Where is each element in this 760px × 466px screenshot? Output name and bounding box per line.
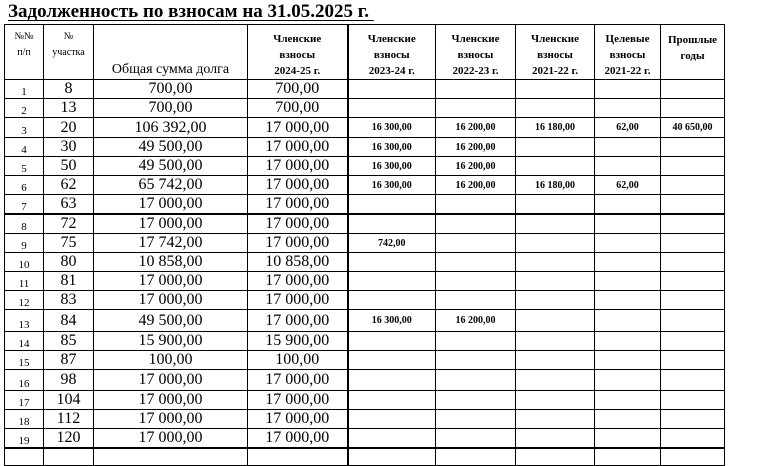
header-label: 2021-22 г.: [604, 65, 651, 77]
table-row: [5, 351, 725, 370]
cell-total-debt: [94, 448, 248, 465]
cell-dues-2021-22: [516, 253, 595, 272]
cell-target-dues: [595, 157, 661, 176]
cell-dues-2021-22: [516, 429, 595, 449]
cell-dues-2021-22: [516, 351, 595, 370]
cell-dues-2023-24: [348, 391, 436, 410]
cell-past-years: [661, 272, 725, 291]
cell-lot-number: 84: [44, 310, 94, 332]
header-dues-2022-23: [436, 25, 516, 80]
table-row: [5, 99, 725, 118]
cell-dues-2021-22: [516, 391, 595, 410]
cell-lot-number: 20: [44, 118, 94, 138]
header-dues-2024-25: [248, 25, 348, 80]
table-row: [5, 448, 725, 465]
cell-row-number: 7: [5, 195, 44, 215]
cell-dues-2024-25: [248, 448, 348, 465]
cell-dues-2024-25: 10 858,00: [248, 253, 348, 272]
cell-dues-2024-25: 17 000,00: [248, 410, 348, 429]
cell-past-years: [661, 429, 725, 449]
cell-dues-2023-24: 16 300,00: [348, 118, 436, 138]
table-row: [5, 370, 725, 391]
cell-past-years: [661, 253, 725, 272]
cell-row-number: 1: [5, 80, 44, 99]
cell-dues-2022-23: [436, 99, 516, 118]
table-row: [5, 138, 725, 157]
cell-dues-2021-22: 16 180,00: [516, 176, 595, 195]
cell-lot-number: 112: [44, 410, 94, 429]
cell-dues-2024-25: 17 000,00: [248, 118, 348, 138]
cell-dues-2024-25: 15 900,00: [248, 332, 348, 351]
cell-past-years: [661, 370, 725, 391]
header-target-dues-2021-22: [595, 25, 661, 80]
cell-past-years: 40 650,00: [661, 118, 725, 138]
cell-target-dues: 62,00: [595, 118, 661, 138]
cell-dues-2022-23: [436, 253, 516, 272]
cell-dues-2021-22: [516, 157, 595, 176]
cell-row-number: 17: [5, 391, 44, 410]
cell-row-number: 14: [5, 332, 44, 351]
header-label: Членские: [531, 33, 579, 45]
cell-lot-number: 98: [44, 370, 94, 391]
cell-row-number: 12: [5, 291, 44, 310]
cell-row-number: 15: [5, 351, 44, 370]
cell-total-debt: 17 000,00: [94, 391, 248, 410]
cell-dues-2023-24: 16 300,00: [348, 157, 436, 176]
table-row: [5, 157, 725, 176]
cell-dues-2021-22: [516, 448, 595, 465]
cell-target-dues: [595, 429, 661, 449]
cell-dues-2022-23: [436, 370, 516, 391]
cell-lot-number: [44, 448, 94, 465]
header-past-years: [661, 25, 725, 80]
cell-past-years: [661, 214, 725, 234]
cell-dues-2021-22: [516, 370, 595, 391]
cell-past-years: [661, 291, 725, 310]
cell-lot-number: 13: [44, 99, 94, 118]
cell-row-number: 3: [5, 118, 44, 138]
cell-dues-2021-22: [516, 410, 595, 429]
header-row: [5, 25, 725, 80]
cell-dues-2021-22: [516, 332, 595, 351]
cell-total-debt: 17 000,00: [94, 370, 248, 391]
cell-target-dues: [595, 80, 661, 99]
cell-past-years: [661, 195, 725, 215]
cell-dues-2022-23: 16 200,00: [436, 138, 516, 157]
header-label: Членские: [367, 33, 416, 45]
cell-past-years: [661, 234, 725, 253]
cell-dues-2022-23: 16 200,00: [436, 118, 516, 138]
cell-total-debt: 10 858,00: [94, 253, 248, 272]
cell-dues-2021-22: [516, 138, 595, 157]
cell-dues-2021-22: [516, 195, 595, 215]
cell-dues-2021-22: 16 180,00: [516, 118, 595, 138]
cell-dues-2024-25: 17 000,00: [248, 291, 348, 310]
header-label: №: [63, 31, 74, 42]
cell-past-years: [661, 176, 725, 195]
cell-total-debt: 700,00: [94, 99, 248, 118]
cell-dues-2024-25: 100,00: [248, 351, 348, 370]
header-label: Целевые: [605, 33, 650, 45]
document-title: Задолженность по взносам на 31.05.2025 г.: [8, 1, 374, 22]
cell-past-years: [661, 351, 725, 370]
header-label: участка: [52, 47, 85, 58]
cell-row-number: 8: [5, 214, 44, 234]
cell-dues-2023-24: [348, 370, 436, 391]
cell-total-debt: 65 742,00: [94, 176, 248, 195]
cell-total-debt: 17 000,00: [94, 429, 248, 449]
cell-target-dues: [595, 448, 661, 465]
cell-dues-2024-25: 17 000,00: [248, 310, 348, 332]
cell-row-number: 16: [5, 370, 44, 391]
cell-dues-2022-23: [436, 351, 516, 370]
cell-dues-2024-25: 17 000,00: [248, 429, 348, 449]
cell-lot-number: 83: [44, 291, 94, 310]
cell-dues-2023-24: [348, 272, 436, 291]
cell-target-dues: [595, 272, 661, 291]
cell-dues-2024-25: 17 000,00: [248, 370, 348, 391]
cell-target-dues: [595, 370, 661, 391]
cell-total-debt: 106 392,00: [94, 118, 248, 138]
table-row: [5, 118, 725, 138]
cell-row-number: 11: [5, 272, 44, 291]
header-label: 2022-23 г.: [452, 65, 499, 77]
cell-dues-2024-25: 17 000,00: [248, 176, 348, 195]
cell-dues-2021-22: [516, 80, 595, 99]
cell-total-debt: 17 000,00: [94, 291, 248, 310]
cell-dues-2024-25: 17 000,00: [248, 391, 348, 410]
cell-lot-number: 72: [44, 214, 94, 234]
cell-total-debt: 100,00: [94, 351, 248, 370]
cell-lot-number: 87: [44, 351, 94, 370]
cell-total-debt: 17 000,00: [94, 214, 248, 234]
cell-row-number: 5: [5, 157, 44, 176]
cell-past-years: [661, 391, 725, 410]
cell-row-number: 4: [5, 138, 44, 157]
header-label: годы: [680, 50, 705, 62]
cell-past-years: [661, 80, 725, 99]
table-row: [5, 253, 725, 272]
cell-dues-2024-25: 17 000,00: [248, 157, 348, 176]
cell-total-debt: 49 500,00: [94, 310, 248, 332]
table-row: [5, 214, 725, 234]
cell-dues-2023-24: [348, 80, 436, 99]
cell-dues-2021-22: [516, 310, 595, 332]
header-dues-2023-24: [348, 25, 436, 80]
cell-lot-number: 120: [44, 429, 94, 449]
cell-dues-2024-25: 17 000,00: [248, 195, 348, 215]
cell-past-years: [661, 448, 725, 465]
cell-lot-number: 81: [44, 272, 94, 291]
cell-dues-2023-24: 742,00: [348, 234, 436, 253]
cell-past-years: [661, 332, 725, 351]
cell-dues-2023-24: [348, 214, 436, 234]
cell-total-debt: 17 742,00: [94, 234, 248, 253]
cell-row-number: 2: [5, 99, 44, 118]
cell-target-dues: [595, 351, 661, 370]
table-row: [5, 310, 725, 332]
cell-dues-2024-25: 17 000,00: [248, 272, 348, 291]
table-body: [5, 80, 725, 466]
table-row: [5, 234, 725, 253]
cell-lot-number: 63: [44, 195, 94, 215]
cell-dues-2022-23: [436, 214, 516, 234]
cell-dues-2022-23: [436, 234, 516, 253]
cell-total-debt: 700,00: [94, 80, 248, 99]
cell-past-years: [661, 310, 725, 332]
cell-dues-2022-23: [436, 448, 516, 465]
cell-dues-2021-22: [516, 234, 595, 253]
cell-lot-number: 50: [44, 157, 94, 176]
cell-target-dues: [595, 138, 661, 157]
cell-dues-2023-24: [348, 351, 436, 370]
table-row: [5, 272, 725, 291]
header-label: взносы: [373, 49, 410, 61]
header-label: Общая сумма долга: [111, 62, 230, 77]
header-label: №№: [14, 31, 34, 42]
cell-target-dues: [595, 391, 661, 410]
table-row: [5, 291, 725, 310]
cell-row-number: 9: [5, 234, 44, 253]
table-row: [5, 195, 725, 215]
cell-lot-number: 104: [44, 391, 94, 410]
cell-dues-2023-24: [348, 291, 436, 310]
cell-dues-2023-24: [348, 429, 436, 449]
header-label: п/п: [17, 47, 31, 58]
header-total-debt: [94, 25, 248, 80]
cell-total-debt: 15 900,00: [94, 332, 248, 351]
cell-lot-number: 8: [44, 80, 94, 99]
cell-lot-number: 85: [44, 332, 94, 351]
cell-dues-2023-24: [348, 195, 436, 215]
cell-dues-2023-24: [348, 99, 436, 118]
cell-lot-number: 75: [44, 234, 94, 253]
cell-past-years: [661, 157, 725, 176]
cell-lot-number: 80: [44, 253, 94, 272]
cell-dues-2024-25: 700,00: [248, 80, 348, 99]
cell-row-number: 10: [5, 253, 44, 272]
cell-dues-2023-24: 16 300,00: [348, 176, 436, 195]
cell-dues-2022-23: 16 200,00: [436, 310, 516, 332]
cell-target-dues: 62,00: [595, 176, 661, 195]
header-label: взносы: [537, 49, 573, 61]
cell-total-debt: 17 000,00: [94, 272, 248, 291]
cell-dues-2022-23: 16 200,00: [436, 157, 516, 176]
cell-past-years: [661, 410, 725, 429]
cell-row-number: 18: [5, 410, 44, 429]
cell-dues-2022-23: [436, 410, 516, 429]
cell-total-debt: 17 000,00: [94, 410, 248, 429]
table-row: [5, 410, 725, 429]
cell-target-dues: [595, 291, 661, 310]
cell-dues-2024-25: 17 000,00: [248, 138, 348, 157]
header-label: Членские: [273, 33, 322, 45]
header-label: взносы: [279, 49, 316, 61]
header-lot-number: [44, 25, 94, 80]
header-label: взносы: [609, 49, 646, 61]
cell-dues-2023-24: [348, 448, 436, 465]
cell-target-dues: [595, 234, 661, 253]
cell-past-years: [661, 99, 725, 118]
cell-dues-2023-24: 16 300,00: [348, 310, 436, 332]
cell-target-dues: [595, 253, 661, 272]
cell-dues-2022-23: [436, 272, 516, 291]
header-label: 2023-24 г.: [368, 65, 415, 77]
cell-dues-2022-23: [436, 195, 516, 215]
cell-dues-2024-25: 17 000,00: [248, 214, 348, 234]
cell-dues-2021-22: [516, 272, 595, 291]
cell-total-debt: 49 500,00: [94, 138, 248, 157]
table-row: [5, 176, 725, 195]
cell-total-debt: 17 000,00: [94, 195, 248, 215]
cell-target-dues: [595, 99, 661, 118]
cell-dues-2023-24: 16 300,00: [348, 138, 436, 157]
cell-target-dues: [595, 332, 661, 351]
cell-lot-number: 62: [44, 176, 94, 195]
cell-target-dues: [595, 310, 661, 332]
cell-past-years: [661, 138, 725, 157]
table-row: [5, 429, 725, 449]
cell-dues-2022-23: [436, 332, 516, 351]
table-row: [5, 391, 725, 410]
header-label: 2021-22 г.: [532, 65, 578, 77]
cell-lot-number: 30: [44, 138, 94, 157]
cell-dues-2022-23: [436, 391, 516, 410]
cell-row-number: 6: [5, 176, 44, 195]
cell-dues-2022-23: [436, 80, 516, 99]
header-row-number: [5, 25, 44, 80]
cell-row-number: 19: [5, 429, 44, 449]
header-label: взносы: [457, 49, 494, 61]
cell-dues-2022-23: 16 200,00: [436, 176, 516, 195]
cell-dues-2022-23: [436, 429, 516, 449]
cell-dues-2021-22: [516, 291, 595, 310]
debt-table: [4, 24, 725, 466]
cell-dues-2023-24: [348, 253, 436, 272]
header-label: 2024-25 г.: [274, 65, 321, 77]
header-label: Членские: [451, 33, 500, 45]
table-row: [5, 80, 725, 99]
cell-target-dues: [595, 195, 661, 215]
cell-dues-2023-24: [348, 410, 436, 429]
header-label: Прошлые: [667, 34, 718, 46]
header-dues-2021-22: [516, 25, 595, 80]
table-row: [5, 332, 725, 351]
cell-target-dues: [595, 214, 661, 234]
cell-dues-2024-25: 17 000,00: [248, 234, 348, 253]
cell-dues-2021-22: [516, 99, 595, 118]
cell-dues-2022-23: [436, 291, 516, 310]
cell-row-number: 13: [5, 310, 44, 332]
cell-dues-2024-25: 700,00: [248, 99, 348, 118]
cell-total-debt: 49 500,00: [94, 157, 248, 176]
cell-dues-2023-24: [348, 332, 436, 351]
cell-target-dues: [595, 410, 661, 429]
cell-dues-2021-22: [516, 214, 595, 234]
cell-row-number: [5, 448, 44, 465]
